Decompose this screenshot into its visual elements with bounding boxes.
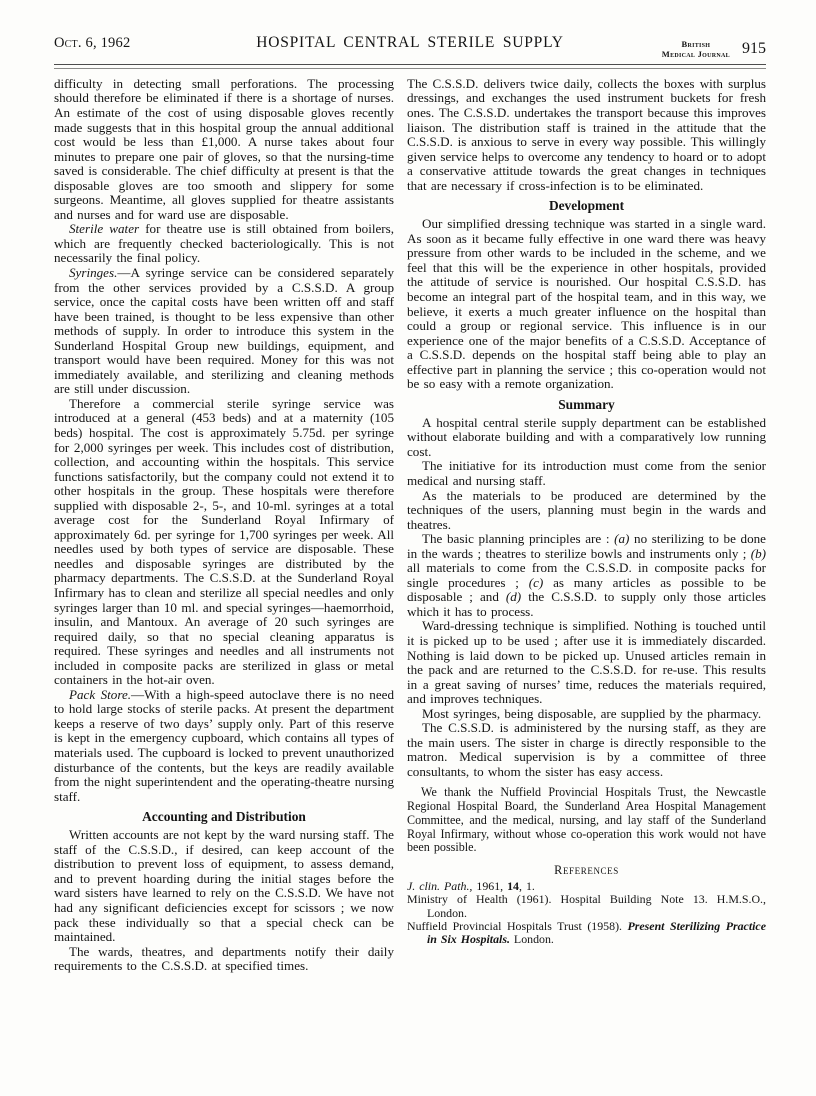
paragraph: The wards, theatres, and departments notify their daily requirements to the C.S.S.D. at specified times. — [54, 943, 394, 974]
header-right — [606, 39, 766, 59]
paragraph: The initiative for its introduction must come from the senior medical and nursing staff. — [407, 458, 766, 488]
paragraph: Sterile water for theatre use is still obtained from boilers, which are frequently checked bacteriologically. This is not necessarily the final policy. — [54, 221, 395, 266]
section-heading: Development — [548, 198, 625, 214]
text-segment: Pack Store. — [69, 686, 132, 702]
reference-item: Nuffield Provincial Hospitals Trust (1958). Present Sterilizing Practice in Six Hospitals. London. — [407, 918, 766, 947]
text-segment: (c) — [528, 574, 544, 590]
text-segment: J. clin. Path., — [407, 879, 473, 893]
section-heading: Accounting and Distribution — [142, 809, 306, 825]
paragraph: A hospital central sterile supply department can be established without elaborate building and with a comparatively low running cost. — [407, 414, 766, 459]
paragraph: Ward-dressing technique is simplified. Nothing is touched until it is picked up to be used ; after use it is immediately discarded. Nothing is laid down to be picked up. Unused articles remain in the pack and are returned to the C.S.S.D. for re-use. This results in a great saving of nurses’ time, reduces the materials required, and improves techniques. — [407, 618, 766, 707]
reference-item: J. clin. Path., 1961, 14, 1. — [407, 879, 535, 893]
text-segment: (a) — [614, 531, 630, 547]
page-header — [54, 34, 766, 59]
journal-name-line1: British — [681, 39, 711, 49]
paragraph: Therefore a commercial sterile syringe service was introduced at a general (453 beds) and at a maternity (105 beds) hospital. The cost is approximately 5.75d. per syringe for 2,000 syringes per week. This includes cost of distribution, collection, and accounting within the hospitals. This service functions satisfactorily, but the company could not extend it to other hospitals in the group. These hospitals were therefore supplied with disposable 2-, 5-, and 10-ml. syringes at a total average cost for the Sunderland Royal Infirmary of approximately 6d. per syringe for 1,700 syringes per week. All needles used by both types of service are disposable. These needles and disposable syringes are distributed by the pharmacy departments. The C.S.S.D. at the Sunderland Royal Infirmary has to clean and sterilize all special needles and only syringes larger than 10 ml. and special syringes—haemorrhoid, insulin, and Mantoux. An average of 20 such syringes are required daily, so that no special cleaning apparatus is required. These syringes and needles and all instruments not included in composite packs are sterilized in glass or metal containers in the hot-air oven. — [54, 395, 394, 688]
journal-name-line2: Medical Journal — [661, 49, 730, 60]
paragraph: Pack Store.—With a high-speed autoclave there is no need to hold large stocks of sterile packs. At present the department keeps a reserve of two days’ supply only. Part of this reserve is kept in the emergency cupboard, which contains all types of materials used. The cupboard is locked to prevent unauthorized disturbance of the contents, but the keys are readily available from the night superintendent and the operating-theatre nursing staff. — [54, 686, 394, 804]
page-title: HOSPITAL CENTRAL STERILE SUPPLY — [256, 34, 564, 51]
paragraph: As the materials to be produced are determined by the techniques of the users, planning must begin in the wards and theatres. — [407, 487, 766, 532]
header-rule — [54, 64, 766, 69]
paragraph: The C.S.S.D. delivers twice daily, collects the boxes with surplus dressings, and exchanges the used instrument buckets for fresh ones. The C.S.S.D. undertakes the transport because this improves liaison. The distribution staff is trained in the attitude that the C.S.S.D. is anxious to serve in every way possible. This willingly given service helps to overcome any tendency to hoard or to adopt a conservative attitude towards the great changes in techniques that are necessary if cross-infection is to be eliminated. — [407, 75, 766, 193]
paragraph: Most syringes, being disposable, are supplied by the pharmacy. — [422, 705, 762, 721]
text-segment: (b) — [750, 545, 766, 561]
text-segment: Syringes. — [69, 264, 118, 280]
paragraph: The C.S.S.D. is administered by the nursing staff, as they are the main users. The sister in charge is directly responsible to the matron. Medical supervision is by a committee of three consultants, to whom the sister has easy access. — [407, 720, 766, 779]
left-column — [54, 77, 394, 974]
page-number: 915 — [742, 40, 766, 58]
paragraph: Our simplified dressing technique was started in a single ward. As soon as it became fully effective in one ward there was heavy pressure from other wards to be included in the scheme, and we feel that this will be the experience in other hospitals, provided the attitude of service is nourished. Our hospital C.S.S.D. has become an integral part of the hospital team, and in this way, we believe, it exerts a much greater influence on the hospital than could a group or regional service. This influence is in our experience one of the major benefits of a C.S.S.D. Acceptance of a C.S.S.D. depends on the hospital staff being able to play an effective part in planning the service ; this co-operation would not be so easy with a remote organization. — [407, 216, 766, 392]
text-segment: 14 — [507, 879, 519, 893]
acknowledgement: We thank the Nuffield Provincial Hospitals Trust, the Newcastle Regional Hospital Board, the Sunderland Area Hospital Management Committee, and the medical, nursing, and lay staff of the Sunderland Royal Infirmary, without whose co-operation this work would not have been possible. — [407, 785, 766, 855]
section-heading: Summary — [558, 396, 615, 412]
paragraph: Written accounts are not kept by the ward nursing staff. The staff of the C.S.S.D., if desired, can keep account of the distribution to prevent loss of equipment, to assess demand, and to prevent hoarding during the initial stages before the ward sisters have learned to rely on the C.S.S.D. We have not had any significant deficiencies except for scissors ; we now pack these individually so that a special check can be maintained. — [54, 827, 394, 945]
paragraph: Syringes.—A syringe service can be considered separately from the other services provided by a C.S.S.D. A group service, once the capital costs have been written off and staff have been trained, is thought to be less expensive than other methods of supply. In order to introduce this system in the Sunderland Hospital Group new buildings, equipment, and transport would have been required. Money for this was not immediately available, and sterilizing and cleaning methods are still under discussion. — [54, 264, 394, 397]
paragraph: The basic planning principles are : (a) no sterilizing to be done in the wards ; theatres to sterilize bowls and instruments only ; (b) all materials to come from the C.S.S.D. in composite packs for single procedures ; (c) as many articles as possible to be disposable ; and (d) the C.S.S.D. to supply only those articles which it has to process. — [407, 531, 766, 619]
text-segment: Present Sterilizing Practice in Six Hospitals. — [427, 918, 766, 947]
text-segment: (d) — [505, 589, 522, 605]
journal-name — [662, 39, 730, 59]
right-column — [407, 77, 766, 974]
reference-item: Ministry of Health (1961). Hospital Building Note 13. H.M.S.O., London. — [407, 892, 766, 920]
article-body — [54, 77, 766, 974]
text-segment: Sterile water — [69, 221, 140, 237]
issue-date: Oct. 6, 1962 — [54, 35, 131, 51]
paragraph: difficulty in detecting small perforations. The processing should therefore be eliminated if there is a shortage of nurses. An estimate of the cost of using disposable gloves recently made suggests that in this hospital group the annual additional cost would be less than £1,000. A nurse takes about four minutes to prepare one pair of gloves, so that the nursing-time saved is considerable. The chief difficulty at present is that the disposable gloves are too smooth and slippery for some surgeons. Meantime, all gloves supplied for theatre assistants and nurses and for ward use are disposable. — [54, 75, 394, 222]
references-heading: References — [554, 863, 619, 877]
